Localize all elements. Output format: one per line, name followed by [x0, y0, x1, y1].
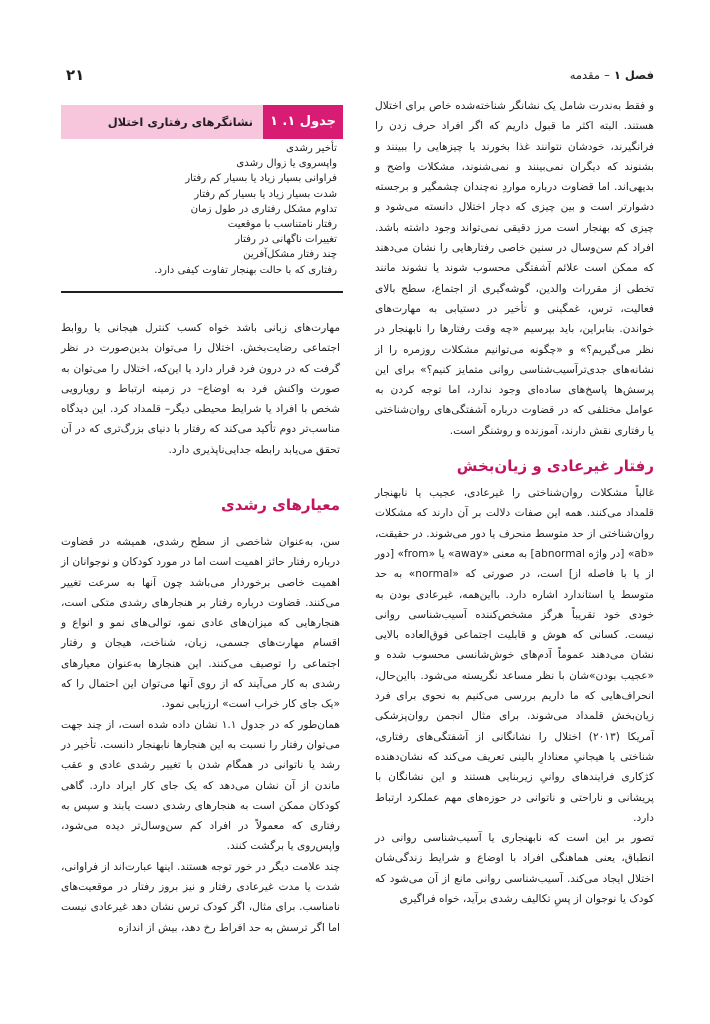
paragraph: و فقط به‌ندرت شامل یک نشانگر شناخته‌شده خاص برای اختلال هستند. البته اکثر ما قبول داریم که اگر افراد حرف زدن را فرانگیرند، خودشان نتوانند غذا بخورند یا چیزهایی را ببینند و بشنوند که دیگران نمی‌بینند و نمی‌شنوند، مشکلات واضح و بدیهی‌اند. اما قضاوت درباره مواردِ نه‌چندان چشمگیر و برجسته دشوارتر است و بین چیزی که دچار اختلال دانسته می‌شود و چیزی که بهنجار است مرز دقیقی نمی‌تواند وجود داشته باشد. افراد کم سن‌وسال در سنین خاصی رفتارهایی را نشان می‌دهند که ممکن است علائم آشفتگی محسوب شوند یا نشوند مانند تخطی از مقررات والدین، گوشه‌گیری از اجتماع، سطح بالای فعالیت، ترس، غمگینی و تأخیر در دستیابی به مهارت‌های خواندن. بنابراین، باید بپرسیم «چه وقت رفتارها را نابهنجار در نظر می‌گیریم؟» و «چگونه می‌توانیم مشکلات روزمره را از نشانه‌های جدی‌ترآسیب‌شناسی روانی متمایز کنیم؟» برای این پرسش‌ها پاسخ‌های ساده‌ای وجود ندارد، اما توجه کردن به عوامل مختلفی که در قضاوت درباره آشفتگی‌های روان‌شناختی یا رفتاری نقش دارند، آموزنده و روشنگر است.: [375, 100, 654, 437]
table-title: نشانگرهای رفتاری اختلال: [107, 115, 253, 129]
table-title-bar: [61, 105, 343, 139]
table-bottom-rule: [61, 291, 343, 293]
table-box: [61, 105, 343, 295]
paragraph: همان‌طور که در جدول ۱.۱ نشان داده شده است، از چند جهت می‌توان رفتار را نسبت به این هنجارها نابهنجار دانست. تأخیر در رشد یا ناتوانی در همگام شدن با تغییر رشدی عادی و عقب ماندن از آن نشان می‌دهد که یک جای کار ایراد دارد. گاهی کودکان ممکن است به هنجارهای رشدی دست یابند و سپس به رفتاری که معمولاً در افراد کم سن‌وسال‌تر دیده می‌شود، واپس‌روی یا برگشت کنند.: [61, 718, 340, 853]
page-number: ۲۱: [66, 66, 85, 84]
table-list: [67, 141, 337, 278]
separator: –: [604, 68, 610, 82]
paragraph: چند علامت دیگر در خور توجه هستند. اینها عبارت‌اند از فراوانی، شدت یا مدت غیرعادی رفتار و نیز بروز رفتار در موقعیت‌های نامناسب. برای مثال، اگر کودک ترس نشان دهد غیرعادی نیست اما اگر ترسش به حد افراط رخ دهد، بیش از اندازه: [61, 860, 340, 934]
list-item: تأخیر رشدی: [286, 143, 337, 154]
right-column: [375, 96, 654, 909]
section-label: مقدمه: [569, 68, 601, 82]
section-heading: معیارهای رشدی: [221, 496, 340, 514]
list-item: چند رفتار مشکل‌آفرین: [243, 249, 337, 261]
list-item: رفتار نامتناسب با موقعیت: [227, 219, 337, 231]
left-column-bottom: [61, 532, 340, 938]
page-header: [66, 66, 654, 86]
table-label: جدول ۱. ۱: [263, 105, 343, 139]
list-item: شدت بسیار زیاد یا بسیار کم رفتار: [194, 188, 337, 200]
list-item: تغییرات ناگهانی در رفتار: [235, 234, 337, 246]
chapter-label: فصل ۱: [613, 68, 654, 82]
left-column-top: [61, 318, 340, 460]
list-item: تداوم مشکل رفتاری در طول زمان: [190, 203, 337, 215]
paragraph: مهارت‌های زبانی باشد خواه کسب کنترل هیجانی یا روابط اجتماعی رضایت‌بخش. اختلال را می‌توان بدین‌صورت در نظر گرفت که در درون فرد قرار دارد یا این‌که، اختلال را می‌توان به صورت واکنش فرد به اوضاع– در زمینه ارتباط و رویارویی شخص با افراد یا شرایط محیطی دیگر– قلمداد کرد. این دیدگاه مناسب‌تر دوم تأکید می‌کند که رفتار با دنیای بزرگ‌تری که در آن تحقق می‌یابد رابطه جدایی‌ناپذیری دارد.: [61, 322, 340, 456]
paragraph: سن، به‌عنوان شاخصی از سطح رشدی، همیشه در قضاوت درباره رفتار حائز اهمیت است اما در مورد کودکان و نوجوانان از اهمیت خاصی برخوردار می‌باشد چون آنها به سرعت تغییر می‌کنند. قضاوت درباره رفتار بر هنجارهای رشدی متکی است، هنجارهایی که میزان‌های عادی نمو، توالی‌های نمو و انواع و اقسام مهارت‌های جسمی، زبان، شناخت، هیجان و رفتار اجتماعی را توصیف می‌کنند. این هنجارها به‌عنوان معیارهای رشدی به کار می‌آیند که از روی آنها می‌توان این احتمال را که «یک جای کار خراب است» ارزیابی نمود.: [61, 536, 340, 711]
section-heading: رفتار غیرعادی و زیان‌بخش: [456, 457, 654, 476]
paragraph: غالباً مشکلات روان‌شناختی را غیرعادی، عجیب یا نابهنجار قلمداد می‌کنند. همه این صفات دلالت بر آن دارند که مشکلات روان‌شناختی از حد متوسط منحرف یا دور می‌شوند. در حقیقت، «ab» [در واژه abnormal] به معنی «away» یا «from» [دور از یا با فاصله از] است، در صورتی که «normal» به حد متوسط یا استاندارد اشاره دارد. بااین‌همه، غیرعادی بودن به خودی خود تقریباً هرگز مشخص‌کننده آسیب‌شناسی روانی نیست. کسانی که هوش و قابلیت اجتماعی فوق‌العاده بالایی نشان می‌دهند عموماً آدم‌های خوش‌شانسی محسوب شده و «عجیب بودن»شان با نظر مساعد نگریسته می‌شود. بااین‌حال، انحراف‌هایی که ما داریم بررسی می‌کنیم به نحوی برای فرد زیان‌بخش قلمداد می‌شوند. برای مثال انجمن روان‌پزشکی آمریکا (۲۰۱۳) اختلال را نشانگانی از آشفتگی‌های رفتاری، شناختی یا هیجانیِ معنادارِ بالینی تعریف می‌کند که نشان‌دهنده کژکاری فرایندهای روانیِ زیربنایی هستند و این نشانگان با پریشانی و ناراحتی و ناتوانی در حوزه‌های مهم عملکرد ارتباط دارد.: [375, 487, 654, 824]
running-head: [570, 68, 654, 82]
list-item: رفتاری که با حالت بهنجار تفاوت کیفی دارد.: [154, 264, 337, 276]
list-item: واپسروی یا زوال رشدی: [236, 158, 337, 170]
list-item: فراوانی بسیار زیاد یا بسیار کم رفتار: [185, 173, 337, 185]
paragraph: تصور بر این است که نابهنجاری یا آسیب‌شناسی روانی در انطباق، یعنی هماهنگی افراد با اوضاع و شرایط زندگی‌شان اختلال ایجاد می‌کند. آسیب‌شناسی روانی مانع از آن می‌شود که کودک یا نوجوان از پسِ تکالیف رشدی برآید، خواه فراگیری: [375, 832, 654, 905]
